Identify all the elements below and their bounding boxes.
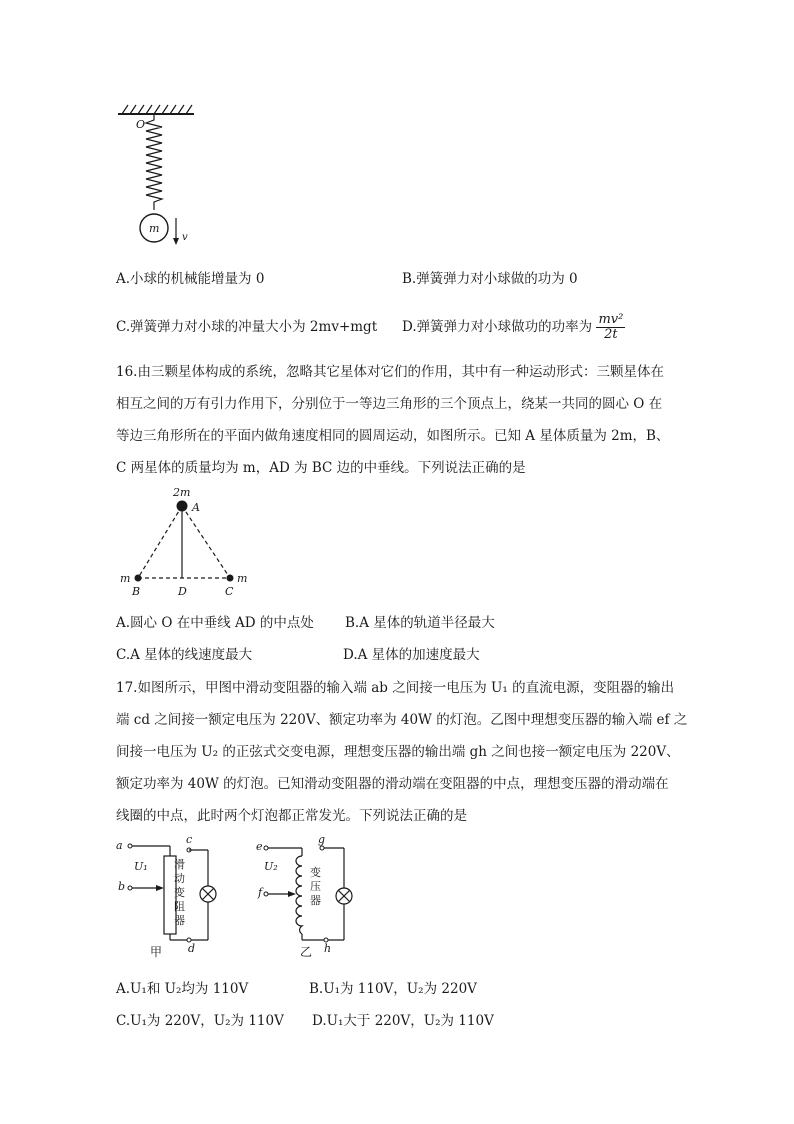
q15-option-d	[402, 308, 625, 346]
rheostat-char: 变	[174, 886, 185, 899]
voltage-u1-label: U₁	[134, 860, 148, 873]
terminal-b	[128, 886, 132, 890]
label-o: O	[136, 118, 146, 131]
terminal-f-label: f	[258, 886, 263, 899]
transformer-char: 压	[310, 880, 321, 893]
caption-jia: 甲	[150, 945, 163, 959]
terminal-g	[320, 846, 324, 850]
terminal-h-label: h	[324, 942, 332, 955]
terminal-a	[128, 844, 132, 848]
q17-line: 额定功率为 40W 的灯泡。已知滑动变阻器的滑动端在变阻器的中点，理想变压器的滑动端在	[116, 776, 669, 792]
q16-stem	[116, 356, 716, 484]
q15-option-a: A.小球的机械能增量为 0	[116, 271, 265, 287]
transformer-circuit-figure	[254, 834, 364, 962]
q17-option-a: A.U₁和 U₂均为 110V	[116, 981, 249, 997]
terminal-g-label: g	[318, 834, 326, 846]
caption-yi: 乙	[300, 945, 313, 959]
transformer-char: 变	[310, 866, 321, 879]
q15-option-b: B.弹簧弹力对小球做的功为 0	[402, 271, 578, 287]
transformer-char: 器	[310, 894, 321, 907]
label-a: A	[192, 501, 200, 514]
rheostat-char: 器	[174, 914, 185, 927]
terminal-e	[264, 846, 268, 850]
q17-line: 17.如图所示，甲图中滑动变阻器的输入端 ab 之间接一电压为 U₁ 的直流电源，变阻器的输出	[116, 680, 675, 696]
terminal-d-label: d	[188, 942, 196, 955]
terminal-a-label: a	[116, 839, 123, 852]
side-ac	[182, 506, 230, 578]
q15-option-d-text: D.弹簧弹力对小球做功的功率为	[402, 319, 593, 335]
q16-option-c: C.A 星体的线速度最大	[116, 647, 253, 663]
voltage-u2-label: U₂	[264, 860, 278, 873]
terminal-f	[264, 892, 268, 896]
label-2m: 2m	[173, 486, 191, 499]
q17-stem	[116, 672, 716, 832]
q16-line: 16.由三颗星体构成的系统，忽略其它星体对它们的作用，其中有一种运动形式：三颗星体在	[116, 364, 664, 380]
triangle-figure	[112, 484, 262, 600]
rheostat-char: 动	[174, 872, 185, 885]
rheostat-char: 阻	[174, 900, 185, 913]
slider-arrowhead	[156, 885, 164, 891]
terminal-c-label: c	[186, 834, 193, 846]
star-a	[177, 501, 188, 512]
rheostat-char: 滑	[174, 858, 185, 871]
velocity-arrowhead	[173, 238, 179, 245]
q17-option-b: B.U₁为 110V，U₂为 220V	[309, 981, 477, 997]
transformer-coil	[296, 856, 302, 934]
label-d: D	[178, 585, 187, 598]
tap-arrowhead	[288, 891, 296, 897]
q16-line: 等边三角形所在的平面内做角速度相同的圆周运动，如图所示。已知 A 星体质量为 2m，B、	[116, 428, 670, 444]
fraction-numerator: mv²	[598, 312, 624, 327]
q17-line: 端 cd 之间接一额定电压为 220V、额定功率为 40W 的灯泡。乙图中理想变压器的输入端 ef 之	[116, 712, 688, 728]
label-v: v	[182, 232, 188, 243]
q16-line: C 两星体的质量均为 m，AD 为 BC 边的中垂线。下列说法正确的是	[116, 460, 526, 476]
side-ab	[138, 506, 182, 578]
label-c: C	[225, 585, 234, 598]
terminal-b-label: b	[118, 880, 126, 893]
terminal-e-label: e	[256, 840, 263, 853]
q16-option-d: D.A 星体的加速度最大	[343, 647, 480, 663]
star-c	[227, 575, 234, 582]
q17-line: 间接一电压为 U₂ 的正弦式交变电源，理想变压器的输出端 gh 之间也接一额定电压为 220V、	[116, 744, 680, 760]
star-b	[135, 575, 142, 582]
q17-option-c: C.U₁为 220V，U₂为 110V	[116, 1013, 284, 1029]
ceiling-hatching	[122, 105, 192, 114]
label-left-m: m	[120, 572, 131, 585]
label-b: B	[132, 585, 141, 598]
q17-option-d: D.U₁大于 220V，U₂为 110V	[312, 1013, 494, 1029]
label-right-m: m	[237, 572, 248, 585]
q16-line: 相互之间的万有引力作用下，分别位于一等边三角形的三个顶点上，绕某一共同的圆心 O 在	[116, 396, 663, 412]
label-m: m	[149, 222, 160, 235]
fraction-denominator: 2t	[604, 327, 618, 342]
spring-ball-figure	[110, 102, 200, 252]
power-fraction	[596, 313, 625, 342]
q16-option-a: A.圆心 O 在中垂线 AD 的中点处	[116, 615, 314, 631]
q16-option-b: B.A 星体的轨道半径最大	[345, 615, 495, 631]
spring	[146, 114, 162, 210]
q15-option-c: C.弹簧弹力对小球的冲量大小为 2mv+mgt	[116, 319, 378, 335]
rheostat-circuit-figure	[112, 834, 236, 962]
q17-line: 线圈的中点，此时两个灯泡都正常发光。下列说法正确的是	[116, 808, 467, 824]
